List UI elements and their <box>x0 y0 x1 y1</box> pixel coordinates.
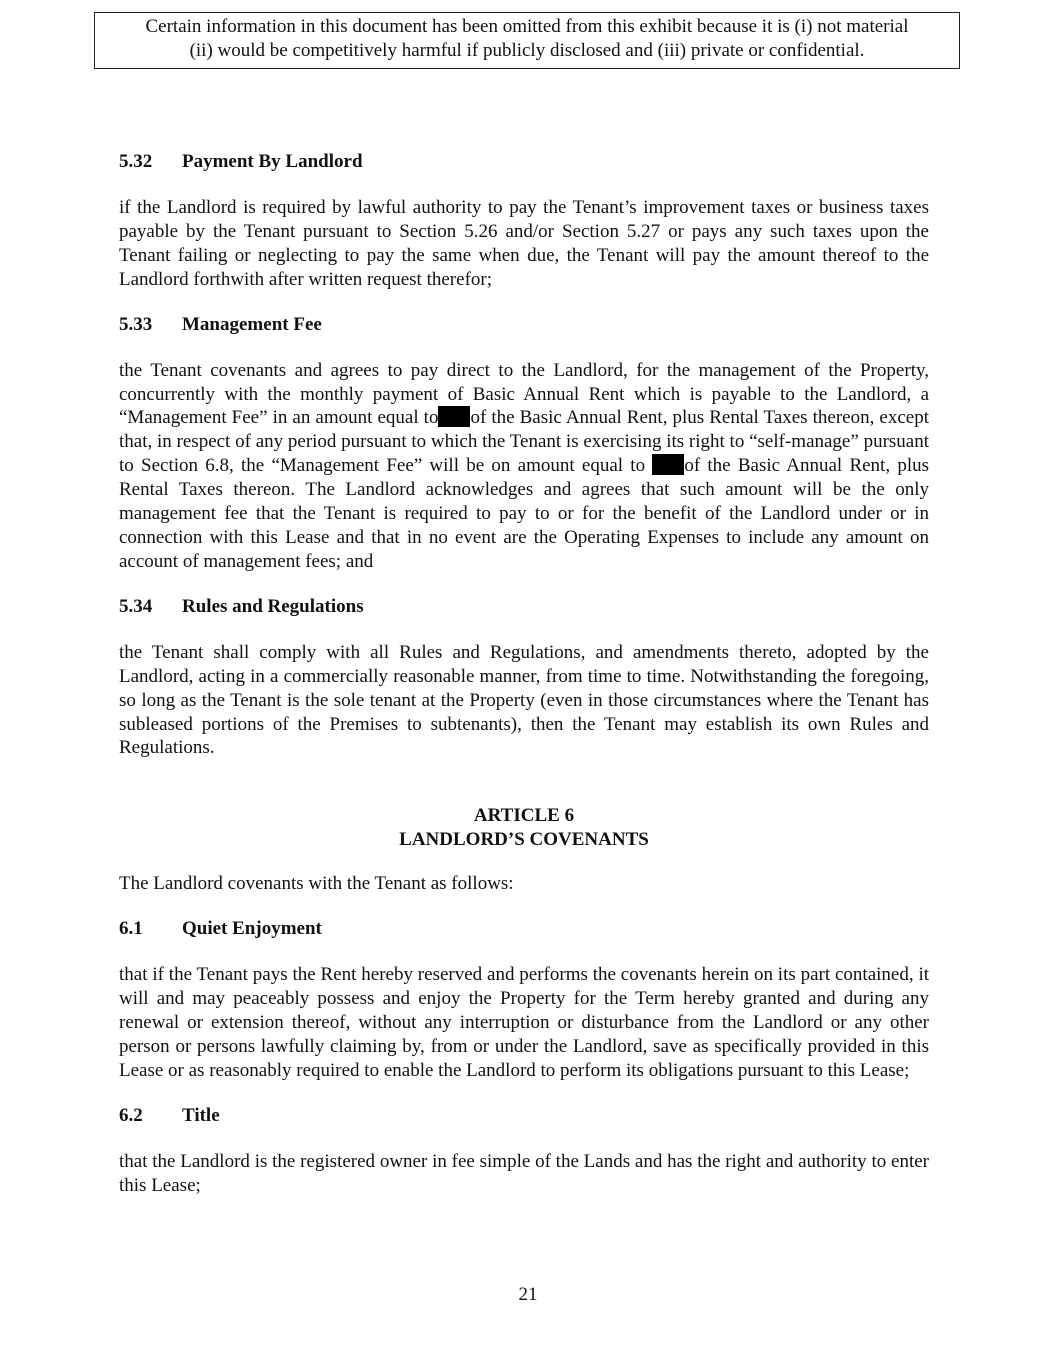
confidentiality-notice <box>94 12 960 69</box>
section-number: 5.33 <box>119 313 153 335</box>
section-text-part: the Tenant covenants and agrees to pay direct to the Landlord, for the management of the Property, concurrently with the monthly payment of Basic Annual Rent which is payable to the Landlord, a “Management Fee” in an amount equal to <box>119 359 929 429</box>
redaction-block <box>438 406 470 427</box>
section-text-5-34: the Tenant shall comply with all Rules and Regulations, and amendments thereto, adopted by the Landlord, acting in a commercially reasonable manner, from time to time. Notwithstanding the foregoing, so long as the Tenant is the sole tenant at the Property (even in those circumstances where the Tenant has subleased portions of the Premises to subtenants), then the Tenant may establish its own Rules and Regulations. <box>119 641 929 759</box>
section-number: 6.2 <box>119 1104 143 1126</box>
page-number: 21 <box>518 1284 538 1305</box>
section-title: Title <box>182 1104 220 1126</box>
article-number: ARTICLE 6 <box>473 805 575 827</box>
section-title: Quiet Enjoyment <box>182 918 322 940</box>
section-number: 5.34 <box>119 595 153 617</box>
section-heading-6-1 <box>119 917 929 941</box>
section-text-6-1: that if the Tenant pays the Rent hereby reserved and performs the covenants herein on its part contained, it will and may peaceably possess and enjoy the Property for the Term hereby granted and during any renewal or extension thereof, without any interruption or disturbance from the Landlord or any other person or persons lawfully claiming by, from or under the Landlord, save as specifically provided in this Lease or as reasonably required to enable the Landlord to perform its obligations pursuant to this Lease; <box>119 964 929 1081</box>
section-text-5-33 <box>119 359 929 574</box>
notice-line-1: Certain information in this document has been omitted from this exhibit because it is (i) not material <box>145 16 909 37</box>
section-text-part: of the Basic Annual Rent, plus Rental Taxes thereon. The Landlord acknowledges and agrees that such amount will be the only management fee that the Tenant is required to pay to or for the benefit of the Landlord under or in connection with this Lease and that in no event are the Operating Expenses to include any amount on account of management fees; and <box>119 455 929 572</box>
section-heading-5-34 <box>119 595 929 619</box>
section-title: Rules and Regulations <box>182 595 364 617</box>
section-title: Payment By Landlord <box>182 151 363 172</box>
document-body <box>119 150 929 1198</box>
section-text-6-2: that the Landlord is the registered owner in fee simple of the Lands and has the right and authority to enter this Lease; <box>119 1150 929 1196</box>
section-heading-5-32 <box>119 150 929 174</box>
section-title: Management Fee <box>182 313 322 335</box>
section-heading-6-2 <box>119 1104 929 1128</box>
section-number: 6.1 <box>119 918 143 940</box>
notice-line-2: (ii) would be competitively harmful if publicly disclosed and (iii) private or confidential. <box>189 40 865 61</box>
redaction-block <box>652 454 684 475</box>
section-text-5-32: if the Landlord is required by lawful authority to pay the Tenant’s improvement taxes or business taxes payable by the Tenant pursuant to Section 5.26 and/or Section 5.27 or pays any such taxes upon the Tenant failing or neglecting to pay the same when due, the Tenant will pay the amount thereof to the Landlord forthwith after written request therefor; <box>119 197 929 290</box>
section-number: 5.32 <box>119 151 153 172</box>
section-text-part: of the Basic Annual Rent, plus Rental Taxes thereon, except that, in respect of any period pursuant to which the Tenant is exercising its right to “self-manage” pursuant to Section 6.8, the “Management Fee” will be on amount equal to <box>119 407 929 477</box>
section-heading-5-33 <box>119 313 929 337</box>
article-title: LANDLORD’S COVENANTS <box>399 829 649 851</box>
article-intro: The Landlord covenants with the Tenant as follows: <box>119 873 514 895</box>
